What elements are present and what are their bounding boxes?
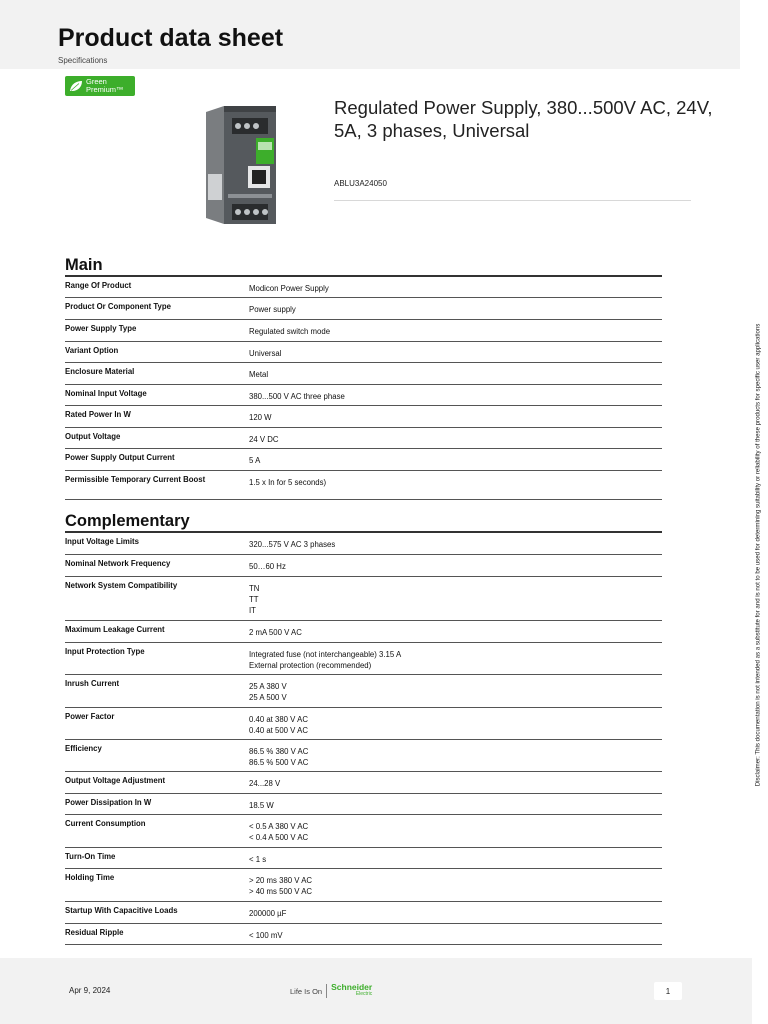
spec-row [65, 848, 662, 869]
spec-row [65, 471, 662, 500]
spec-value [249, 714, 308, 736]
spec-value [249, 778, 280, 789]
section-title-complementary: Complementary [65, 512, 190, 530]
spec-value-line: 200000 µF [249, 908, 287, 918]
spec-value [249, 326, 330, 337]
spec-value-line: 50…60 Hz [249, 561, 286, 571]
spec-label: Permissible Temporary Current Boost [65, 474, 206, 484]
spec-value-line: 86.5 % 380 V AC [249, 746, 309, 756]
spec-label: Nominal Input Voltage [65, 388, 147, 398]
spec-value-line: Metal [249, 369, 269, 379]
logo-divider [326, 984, 327, 998]
spec-value [249, 455, 260, 466]
spec-value-line: < 1 s [249, 854, 267, 864]
spec-row [65, 794, 662, 815]
spec-value [249, 908, 286, 919]
spec-value [249, 875, 312, 897]
spec-row [65, 772, 662, 794]
complementary-section [65, 512, 662, 945]
spec-label: Enclosure Material [65, 366, 135, 376]
disclaimer-text: Disclaimer: This documentation is not intended as a substitute for and is not to be used for determining suitability or reliability of these products for specific user applications [754, 323, 762, 787]
spec-value-line: 0.40 at 380 V AC [249, 714, 308, 724]
spec-value-line: > 40 ms 500 V AC [249, 886, 313, 896]
spec-value [249, 369, 268, 380]
product-image [200, 104, 292, 228]
spec-label: Power Supply Type [65, 323, 137, 333]
spec-label: Network System Compatibility [65, 580, 178, 590]
spec-row [65, 675, 662, 708]
spec-label: Startup With Capacitive Loads [65, 905, 178, 915]
page-subtitle: Specifications [58, 56, 108, 65]
spec-value [249, 477, 326, 488]
spec-value-line: Power supply [249, 304, 296, 314]
spec-value-line: External protection (recommended) [249, 660, 372, 670]
spec-value-line: Integrated fuse (not interchangeable) 3.15 A [249, 649, 402, 659]
spec-label: Output Voltage [65, 431, 121, 441]
spec-value-line: 25 A 380 V [249, 681, 287, 691]
spec-row [65, 621, 662, 643]
brand-name: Schneider [331, 982, 373, 992]
page-title: Product data sheet [58, 24, 284, 52]
spec-value [249, 800, 274, 811]
spec-row [65, 643, 662, 675]
spec-value-line: 320...575 V AC 3 phases [249, 539, 336, 549]
spec-value [249, 412, 272, 423]
spec-value [249, 930, 283, 941]
spec-value-line: 1.5 x In for 5 seconds) [249, 477, 327, 487]
spec-row [65, 428, 662, 449]
spec-row [65, 924, 662, 945]
schneider-logo [290, 984, 372, 998]
spec-value [249, 434, 278, 445]
spec-row [65, 555, 662, 577]
spec-value-line: TN [249, 583, 260, 593]
spec-label: Output Voltage Adjustment [65, 775, 166, 785]
spec-label: Input Protection Type [65, 646, 145, 656]
spec-label: Efficiency [65, 743, 102, 753]
spec-value-line: 2 mA 500 V AC [249, 627, 302, 637]
footer-date: Apr 9, 2024 [69, 986, 111, 995]
leaf-icon [69, 80, 83, 92]
main-section [65, 256, 662, 500]
spec-label: Range Of Product [65, 280, 132, 290]
spec-row [65, 869, 662, 902]
spec-value-line: < 0.5 A 380 V AC [249, 821, 309, 831]
spec-value-line: 24...28 V [249, 778, 281, 788]
spec-row [65, 320, 662, 342]
life-is-on-text: Life Is On [290, 986, 323, 996]
spec-label: Holding Time [65, 872, 115, 882]
spec-row [65, 815, 662, 848]
spec-value-line: TT [249, 594, 259, 604]
section-title-main: Main [65, 256, 103, 274]
spec-value-line: 24 V DC [249, 434, 279, 444]
spec-value [249, 539, 335, 550]
spec-row [65, 363, 662, 385]
spec-value-line: 5 A [249, 455, 261, 465]
product-reference: ABLU3A24050 [334, 179, 387, 188]
spec-value-line: 86.5 % 500 V AC [249, 757, 309, 767]
spec-value [249, 681, 287, 703]
spec-value [249, 283, 329, 294]
spec-row [65, 533, 662, 555]
spec-label: Power Dissipation In W [65, 797, 152, 807]
spec-label: Residual Ripple [65, 927, 124, 937]
spec-label: Product Or Component Type [65, 301, 171, 311]
spec-row [65, 740, 662, 772]
spec-label: Current Consumption [65, 818, 146, 828]
product-name: Regulated Power Supply, 380...500V AC, 24V, 5A, 3 phases, Universal [334, 97, 713, 141]
spec-label: Rated Power In W [65, 409, 131, 419]
badge-line2: Premium™ [86, 85, 124, 94]
spec-row [65, 277, 662, 298]
spec-value-line: > 20 ms 380 V AC [249, 875, 313, 885]
spec-value-line: 0.40 at 500 V AC [249, 725, 308, 735]
disclaimer [751, 310, 765, 800]
brand-sub: Electric [355, 991, 373, 997]
spec-value-line: 25 A 500 V [249, 692, 287, 702]
spec-row [65, 449, 662, 471]
spec-row [65, 385, 662, 406]
spec-row [65, 406, 662, 428]
spec-row [65, 298, 662, 320]
footer-band [0, 958, 752, 1024]
spec-row [65, 902, 662, 924]
spec-value-line: 120 W [249, 412, 272, 422]
spec-row [65, 708, 662, 740]
spec-value-line: 18.5 W [249, 800, 274, 810]
spec-row [65, 342, 662, 363]
spec-value-line: Regulated switch mode [249, 326, 331, 336]
divider [334, 200, 691, 201]
spec-value [249, 583, 259, 616]
spec-value-line: 380...500 V AC three phase [249, 391, 345, 401]
spec-label: Variant Option [65, 345, 119, 355]
spec-label: Maximum Leakage Current [65, 624, 165, 634]
spec-value [249, 627, 302, 638]
spec-value [249, 649, 401, 671]
spec-label: Inrush Current [65, 678, 120, 688]
spec-label: Turn-On Time [65, 851, 116, 861]
spec-label: Input Voltage Limits [65, 536, 139, 546]
spec-value [249, 561, 286, 572]
spec-value-line: IT [249, 605, 256, 615]
green-premium-badge [65, 76, 135, 96]
spec-value-line: Universal [249, 348, 282, 358]
spec-row [65, 577, 662, 621]
spec-value [249, 304, 296, 315]
spec-label: Power Factor [65, 711, 115, 721]
badge-line1: Green [86, 77, 107, 86]
spec-label: Nominal Network Frequency [65, 558, 171, 568]
spec-value [249, 391, 345, 402]
page-number: 1 [654, 982, 682, 1000]
spec-value [249, 746, 308, 768]
spec-value-line: < 100 mV [249, 930, 283, 940]
spec-value [249, 854, 266, 865]
spec-value [249, 821, 308, 843]
spec-value-line: < 0.4 A 500 V AC [249, 832, 309, 842]
spec-value [249, 348, 282, 359]
spec-label: Power Supply Output Current [65, 452, 175, 462]
spec-value-line: Modicon Power Supply [249, 283, 329, 293]
